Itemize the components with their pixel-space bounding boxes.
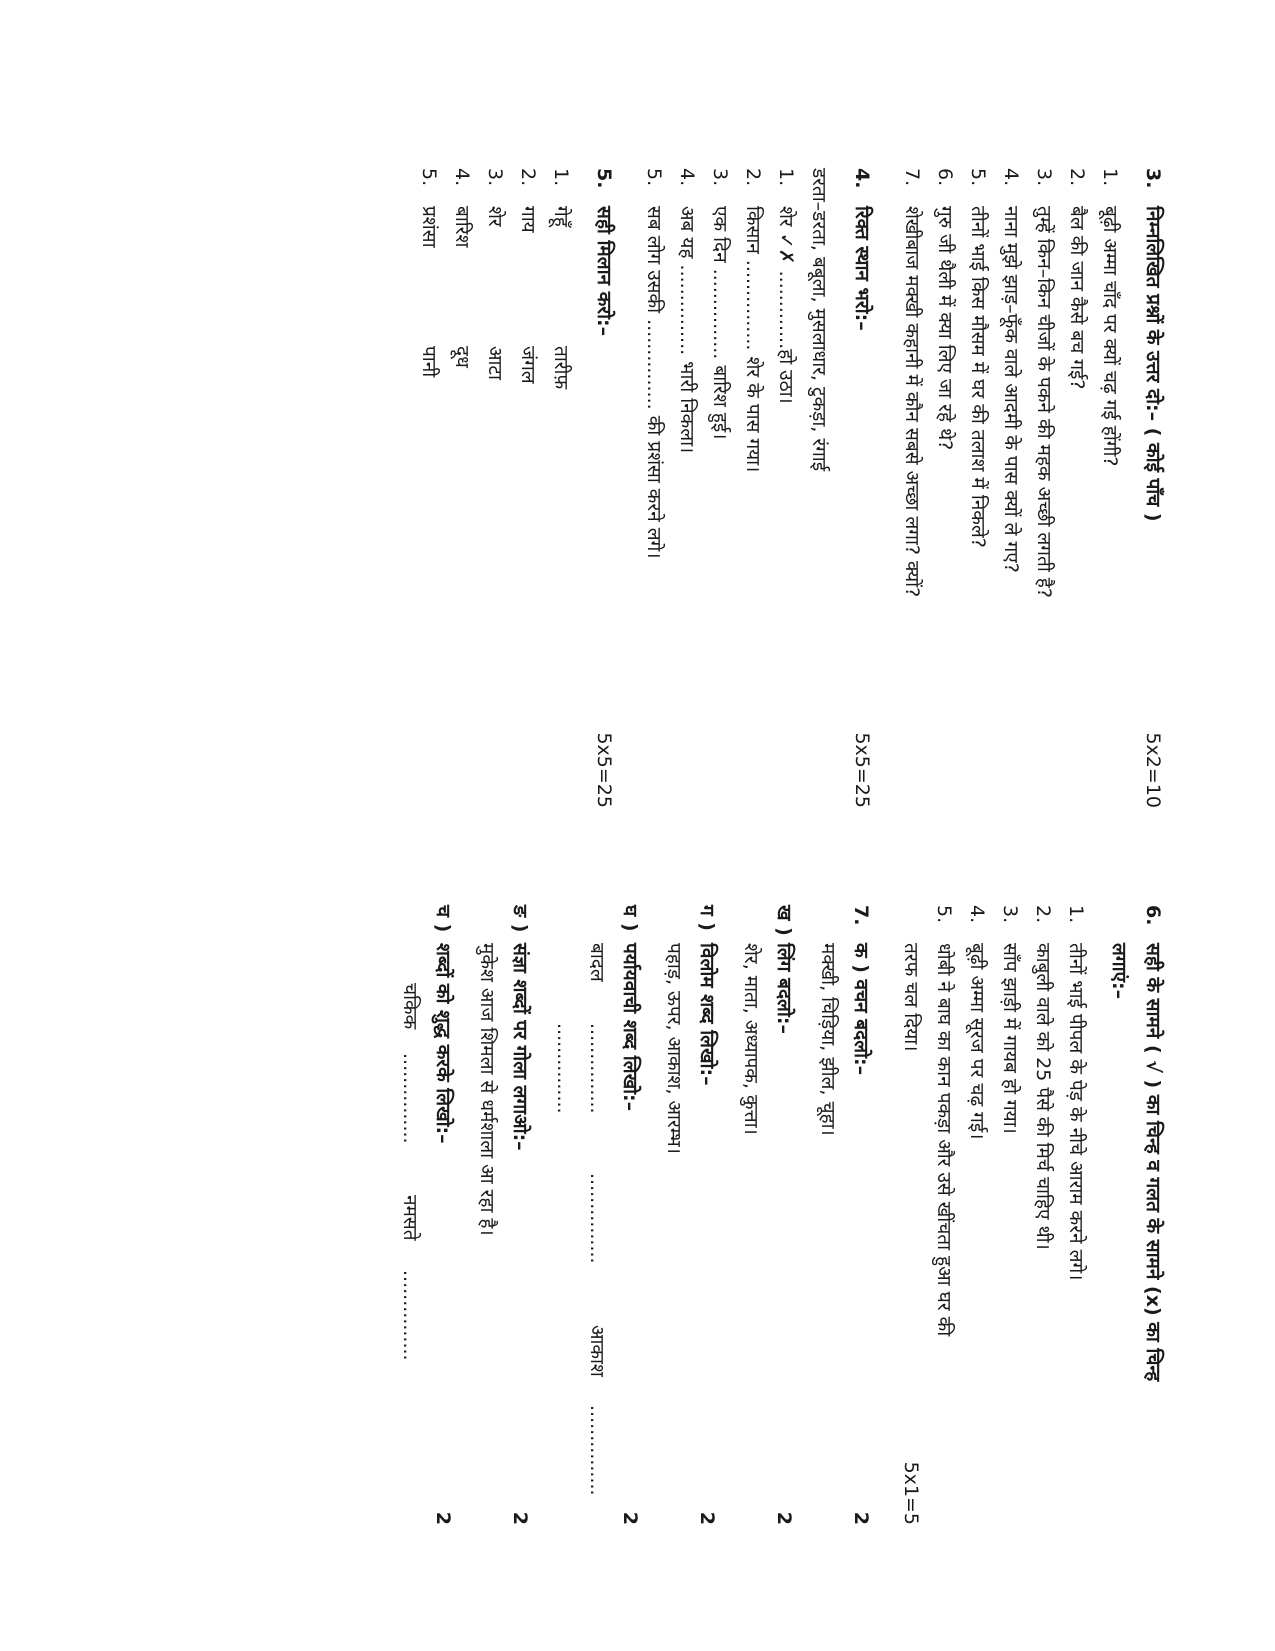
question-number: 6. bbox=[1142, 905, 1164, 926]
subpart-marks: 2 bbox=[850, 1511, 872, 1525]
incorrect-word: चकिक bbox=[399, 983, 421, 1030]
subpart-text: लिंग बदलो:– bbox=[773, 943, 795, 1034]
question-marks: 5x5=25 bbox=[851, 732, 873, 808]
subpart-text: संज्ञा शब्दों पर गोला लगाओ:– bbox=[509, 943, 531, 1151]
match-left: गेहूँ bbox=[550, 206, 572, 227]
subpart-text: शब्दों को शुद्ध करके लिखो:– bbox=[432, 943, 454, 1144]
subpart-marks: 2 bbox=[509, 1511, 531, 1525]
question-title: रिक्त स्थान भरो:– bbox=[851, 206, 873, 331]
list-item bbox=[1027, 168, 1060, 808]
left-column bbox=[412, 168, 1170, 808]
item-text: शेखीबाज मक्खी कहानी में कौन सबसे अच्छा लगा? क्यों? bbox=[901, 206, 923, 598]
question-4-heading bbox=[845, 168, 879, 808]
subpart-title bbox=[844, 943, 878, 1075]
question-7b-heading bbox=[767, 905, 801, 1525]
match-right: तारीफ़ bbox=[550, 346, 572, 390]
item-number: 1. bbox=[1099, 168, 1121, 187]
list-item bbox=[1026, 905, 1059, 1525]
subpart-content bbox=[734, 905, 767, 1525]
subpart-text: पर्यायवाची शब्द लिखो:– bbox=[619, 943, 641, 1112]
item-text: बूढ़ी अम्मा चाँद पर क्यों चढ़ गई होंगी? bbox=[1099, 206, 1121, 467]
question-number: 4. bbox=[851, 168, 873, 189]
list-item-cont bbox=[894, 905, 927, 1525]
question-title-cont: लगाएं:– bbox=[1108, 943, 1130, 1000]
question-6-heading bbox=[1136, 905, 1170, 1525]
question-marks: 5x5=25 bbox=[593, 732, 615, 808]
list-item bbox=[1059, 905, 1092, 1525]
item-number: 2. bbox=[517, 168, 539, 187]
item-number: 1. bbox=[550, 168, 572, 187]
item-text: सब लोग उसकी ............... की प्रशंसा करने लगे। bbox=[643, 206, 665, 559]
item-number: 2. bbox=[1032, 905, 1054, 924]
question-3-heading bbox=[1136, 168, 1170, 808]
blank-line: ............... bbox=[399, 1270, 421, 1361]
synonym-word: बादल bbox=[586, 943, 608, 982]
match-right: जंगल bbox=[517, 346, 539, 384]
item-text: बैल की जान कैसे बच गई? bbox=[1066, 206, 1088, 390]
subpart-label: घ ) bbox=[619, 905, 641, 932]
list-item bbox=[960, 905, 993, 1525]
question-7e-heading bbox=[503, 905, 537, 1525]
item-number: 3. bbox=[999, 905, 1021, 924]
item-number: 2. bbox=[742, 168, 764, 187]
item-number: 5. bbox=[418, 168, 440, 187]
match-left: गाय bbox=[517, 206, 539, 233]
blank-line: ............... bbox=[586, 1405, 608, 1496]
list-item bbox=[927, 905, 960, 1525]
list-item bbox=[993, 905, 1026, 1525]
question-7c-heading bbox=[690, 905, 724, 1525]
question-6-heading-cont bbox=[1102, 905, 1136, 1525]
question-title: सही मिलान करो:– bbox=[593, 206, 615, 337]
subpart-content bbox=[657, 905, 690, 1525]
list-item bbox=[961, 168, 994, 808]
subpart-content-text: पहाड़, ऊपर, आकाश, आरम्भ। bbox=[663, 943, 685, 1154]
list-item bbox=[994, 168, 1027, 808]
subpart-label: ग ) bbox=[696, 905, 718, 931]
item-number: 5. bbox=[967, 168, 989, 187]
blank-line: ............... bbox=[399, 1053, 421, 1144]
match-row bbox=[511, 168, 544, 808]
match-right: दूध bbox=[451, 346, 473, 368]
item-number: 2. bbox=[1066, 168, 1088, 187]
subpart-label: क ) bbox=[850, 943, 872, 973]
correction-row bbox=[393, 905, 426, 1525]
incorrect-word: नमसते bbox=[399, 1195, 421, 1241]
list-item bbox=[1060, 168, 1093, 808]
question-number: 5. bbox=[593, 168, 615, 189]
subpart-marks: 2 bbox=[619, 1511, 641, 1525]
subpart-label: च ) bbox=[432, 905, 454, 933]
subpart-marks: 2 bbox=[432, 1511, 454, 1525]
word-bank bbox=[802, 168, 835, 808]
match-row bbox=[544, 168, 577, 808]
item-text: नाना मुझे झाड़–फूँक वाले आदमी के पास क्यों ले गए? bbox=[1000, 206, 1022, 573]
subpart-text: वचन बदलो:– bbox=[850, 979, 872, 1076]
item-text: तुम्हें किन–किन चीजों के पकने की महक अच्छी लगती है? bbox=[1033, 206, 1055, 598]
item-number: 3. bbox=[1033, 168, 1055, 187]
list-item bbox=[637, 168, 670, 808]
question-7f-heading bbox=[426, 905, 460, 1525]
item-number: 1. bbox=[775, 168, 797, 187]
item-text: तीनों भाई पीपल के पेड़ के नीचे आराम करने लगे। bbox=[1065, 943, 1087, 1281]
synonym-word: आकाश bbox=[586, 1325, 608, 1377]
item-text: शेर ✓✗ .............हो उठा। bbox=[775, 206, 797, 404]
blank-line: ............... bbox=[586, 1173, 608, 1264]
match-row bbox=[412, 168, 445, 808]
list-item bbox=[928, 168, 961, 808]
item-number: 4. bbox=[966, 905, 988, 924]
item-text: गुरु जी थैली में क्या लिए जा रहे थे? bbox=[934, 206, 956, 451]
list-item bbox=[1093, 168, 1126, 808]
item-number: 7. bbox=[901, 168, 923, 187]
item-text: तरफ चल दिया। bbox=[900, 943, 922, 1052]
list-item bbox=[670, 168, 703, 808]
subpart-marks: 2 bbox=[773, 1511, 795, 1525]
question-number: 3. bbox=[1142, 168, 1164, 189]
question-5-heading bbox=[587, 168, 621, 808]
blank-line: ............... bbox=[553, 1023, 575, 1114]
synonym-row-cont bbox=[547, 905, 580, 1525]
question-title: सही के सामने ( √ ) का चिन्ह व गलत के सामने (x) का चिन्ह bbox=[1142, 943, 1164, 1382]
match-right: आटा bbox=[484, 346, 506, 380]
item-text: साँप झाड़ी में गायब हो गया। bbox=[999, 943, 1021, 1134]
item-number: 3. bbox=[484, 168, 506, 187]
subpart-marks: 2 bbox=[696, 1511, 718, 1525]
right-column bbox=[393, 905, 1170, 1525]
item-number: 4. bbox=[676, 168, 698, 187]
subpart-content bbox=[470, 905, 503, 1525]
question-number: 7. bbox=[850, 905, 872, 926]
list-item bbox=[769, 168, 802, 808]
list-item bbox=[736, 168, 769, 808]
item-text: तीनों भाई किस मौसम में घर की तलाश में निकले? bbox=[967, 206, 989, 548]
blank-line: ............... bbox=[586, 1023, 608, 1114]
item-text: अब यह ............... भारी निकला। bbox=[676, 206, 698, 454]
question-7a-heading bbox=[844, 905, 878, 1525]
subpart-content-text: मक्खी, चिड़िया, झील, चूहा। bbox=[817, 943, 839, 1136]
item-text: एक दिन ............... बारिश हुई। bbox=[709, 206, 731, 440]
list-item bbox=[895, 168, 928, 808]
question-7d-heading bbox=[613, 905, 647, 1525]
subpart-content-text: शेर, माता, अध्यापक, कुत्ता। bbox=[740, 943, 762, 1135]
item-number: 6. bbox=[934, 168, 956, 187]
match-row bbox=[478, 168, 511, 808]
synonym-row bbox=[580, 905, 613, 1525]
item-number: 4. bbox=[451, 168, 473, 187]
item-text: काबुली वाले को 25 पैसे की मिर्च चाहिए थी। bbox=[1032, 943, 1054, 1250]
item-text: किसान ............... शेर के पास गया। bbox=[742, 206, 764, 473]
item-number: 5. bbox=[643, 168, 665, 187]
list-item bbox=[703, 168, 736, 808]
match-left: प्रशंसा bbox=[418, 206, 440, 248]
match-left: शेर bbox=[484, 206, 506, 227]
subpart-content bbox=[811, 905, 844, 1525]
item-number: 1. bbox=[1065, 905, 1087, 924]
question-marks: 5x1=5 bbox=[900, 1461, 922, 1525]
subpart-label: ख ) bbox=[773, 905, 795, 936]
subpart-label: ङ ) bbox=[509, 905, 531, 933]
match-left: बारिश bbox=[451, 206, 473, 248]
match-row bbox=[445, 168, 478, 808]
item-number: 3. bbox=[709, 168, 731, 187]
question-marks: 5x2=10 bbox=[1142, 732, 1164, 808]
question-title: निम्नलिखित प्रश्नों के उत्तर दो:– ( कोई पाँच ) bbox=[1142, 206, 1164, 522]
item-number: 5. bbox=[933, 905, 955, 924]
item-text: धोबी ने बाघ का कान पकड़ा और उसे खींचता हुआ घर की bbox=[933, 943, 955, 1337]
item-number: 4. bbox=[1000, 168, 1022, 187]
item-text: बूढ़ी अम्मा सूरज पर चढ़ गई। bbox=[966, 943, 988, 1140]
subpart-text: विलोम शब्द लिखो:– bbox=[696, 943, 718, 1086]
subpart-content-text: मुकेश आज शिमला से धर्मशाला आ रहा है। bbox=[476, 943, 498, 1236]
match-right: पानी bbox=[418, 346, 440, 378]
word-bank-text: डरता–डरता, बबूला, मुसलाधार, टुकड़ा, रंगाई bbox=[808, 168, 830, 472]
